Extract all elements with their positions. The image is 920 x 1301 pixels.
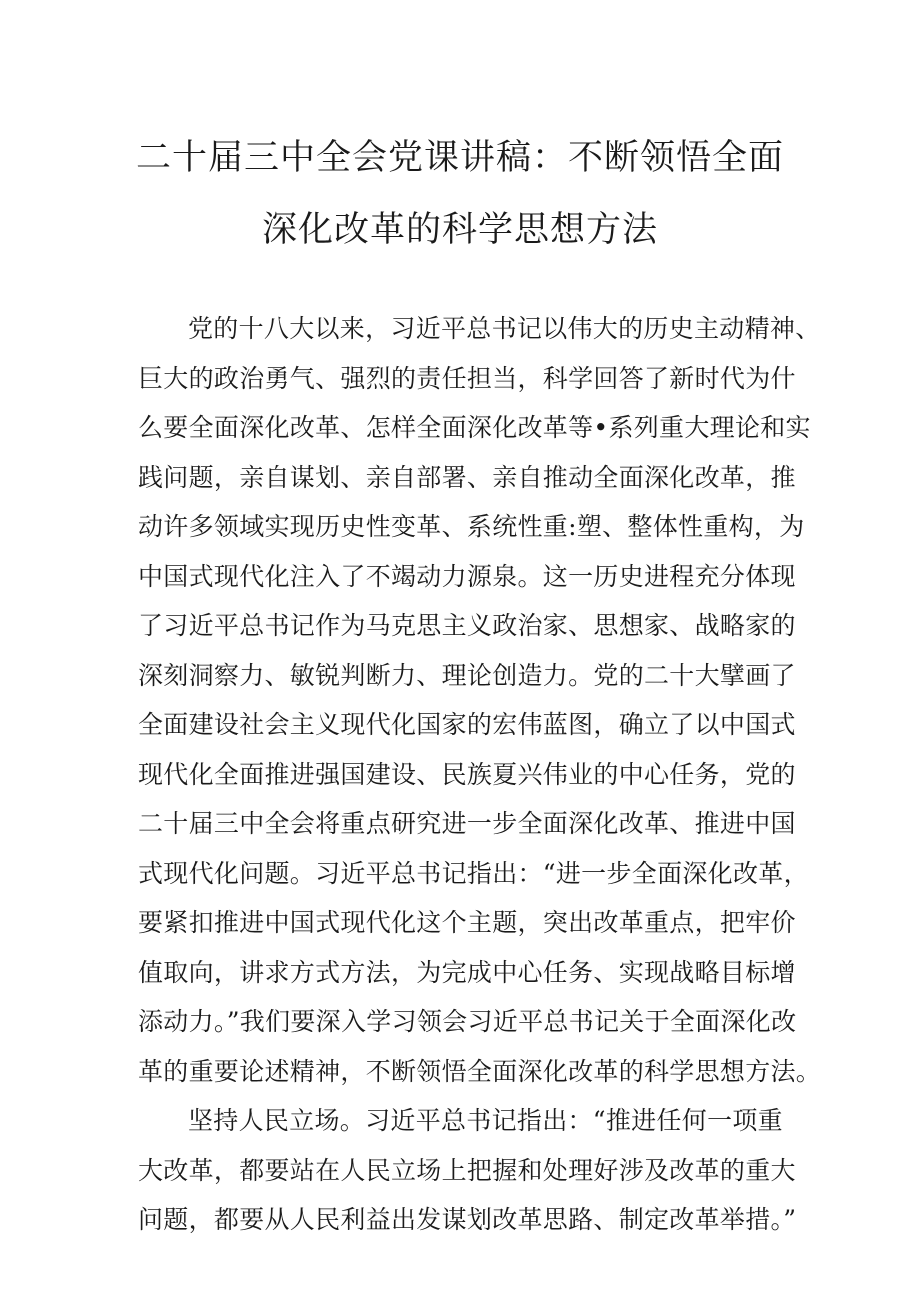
paragraph-1 — [138, 304, 822, 1096]
paragraph-1-line-7: 了习近平总书记作为马克思主义政治家、思想家、战略家的 — [138, 611, 796, 640]
paragraph-1-line-11: 二十届三中全会将重点研究进一步全面深化改革、推进中国 — [138, 809, 796, 838]
document-body — [138, 304, 822, 1245]
paragraph-1-line-10: 现代化全面推进强国建设、民族夏兴伟业的中心任务，党的 — [138, 759, 796, 789]
paragraph-1-line-1: 党的十八大以来，习近平总书记以伟大的历史主动精神、 — [188, 314, 821, 343]
paragraph-1-line-8: 深刻洞察力、敏锐判断力、理论创造力。党的二十大擘画了 — [138, 660, 796, 690]
document-title-line-2: 深化改革的科学思想方法 — [261, 210, 658, 250]
paragraph-1-line-12: 式现代化问题。习近平总书记指出：“进一步全面深化改革， — [138, 858, 809, 888]
document-title-line-1: 二十届三中全会党课讲稿：不断领悟全面 — [135, 138, 784, 178]
paragraph-1-line-16: 革的重要论述精神，不断领悟全面深化改革的科学思想方法。 — [138, 1056, 822, 1086]
paragraph-2-line-1: 坚持人民立场。习近平总书记指出：“推进任何一项重 — [188, 1106, 783, 1135]
paragraph-1-line-4: 践问题，亲自谋划、亲自部署、亲自推动全面深化改革，推 — [138, 462, 796, 492]
paragraph-2 — [138, 1096, 798, 1245]
paragraph-1-line-9: 全面建设社会主义现代化国家的宏伟蓝图，确立了以中国式 — [138, 710, 796, 739]
paragraph-2-line-2: 大改革，都要站在人民立场上把握和处理好涉及改革的重大 — [138, 1155, 796, 1185]
paragraph-1-line-13: 要紧扣推进中国式现代化这个主题，突出改革重点，把牢价 — [138, 908, 796, 937]
paragraph-1-line-6: 中国式现代化注入了不竭动力源泉。这一历史进程充分体现 — [138, 561, 796, 591]
paragraph-2-line-3: 问题，都要从人民利益出发谋划改革思路、制定改革举措。” — [138, 1205, 797, 1234]
paragraph-1-line-3: 么要全面深化改革、怎样全面深化改革等•系列重大理论和实 — [138, 413, 811, 442]
paragraph-1-line-2: 巨大的政治勇气、强烈的责任担当，科学回答了新时代为什 — [138, 363, 796, 393]
paragraph-1-line-14: 值取向，讲求方式方法，为完成中心任务、实现战略目标增 — [138, 957, 796, 987]
paragraph-1-line-15: 添动力。”我们要深入学习领会习近平总书记关于全面深化改 — [138, 1007, 797, 1036]
paragraph-1-line-5: 动许多领域实现历史性变革、系统性重:塑、整体性重构，为 — [138, 512, 805, 541]
